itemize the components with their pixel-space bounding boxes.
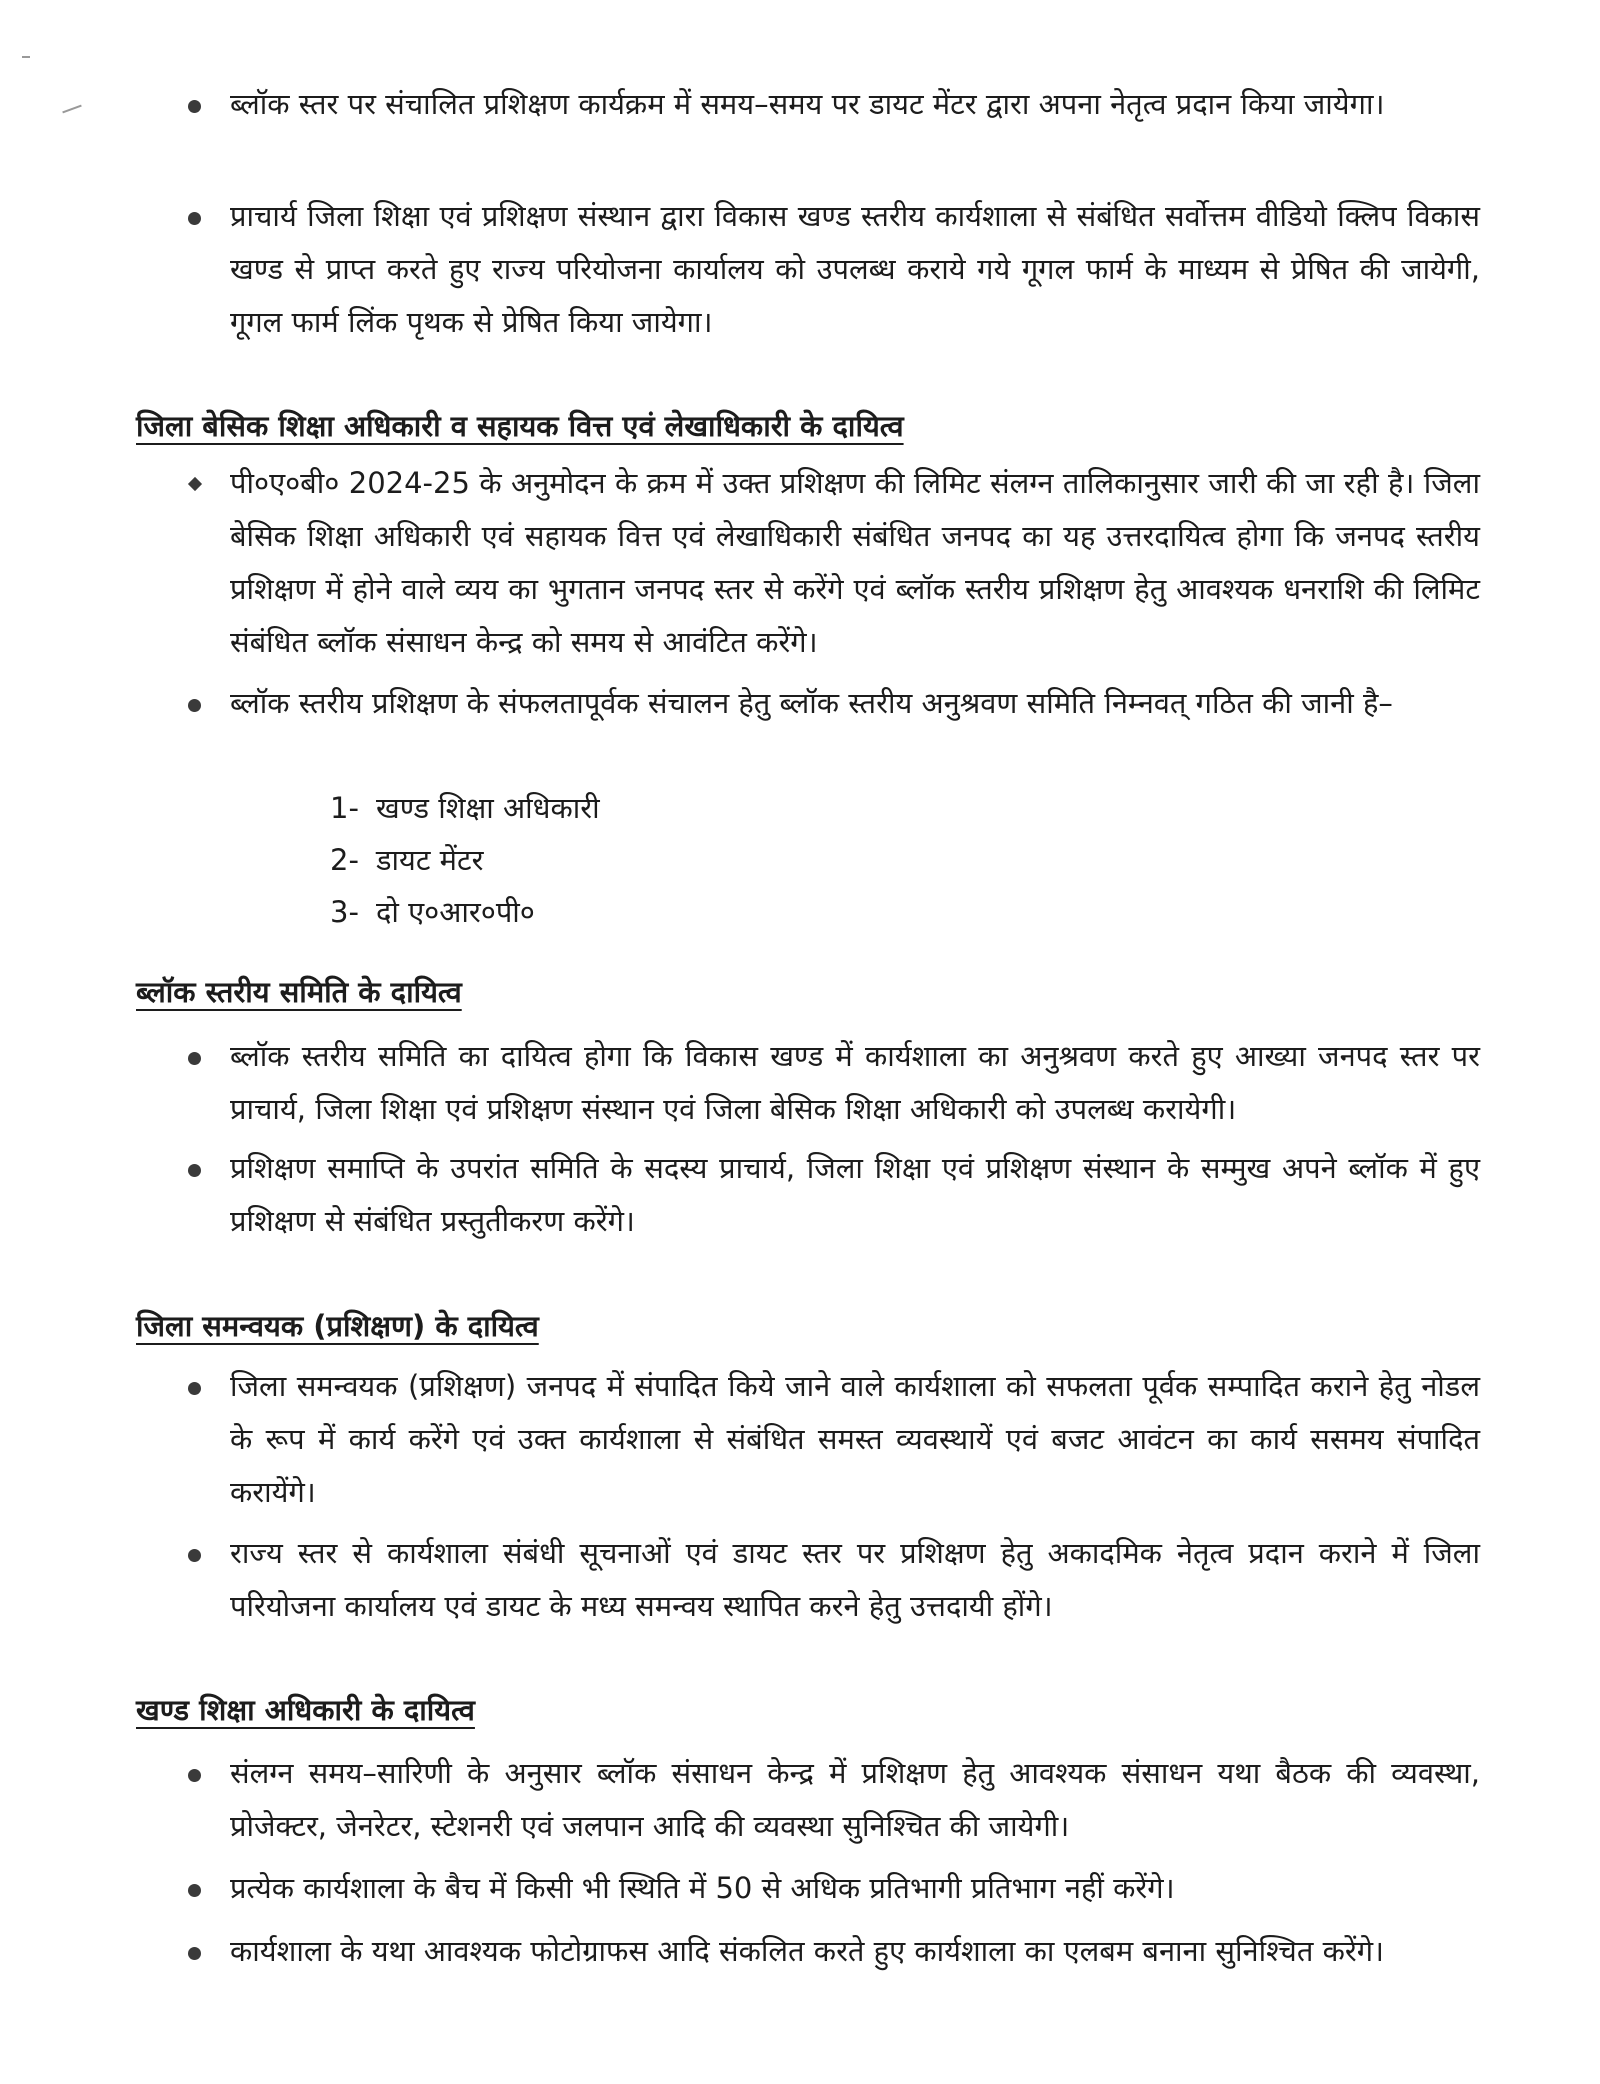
list-item-text: पी०ए०बी० 2024-25 के अनुमोदन के क्रम में उक्त प्रशिक्षण की लिमिट संलग्न तालिकानुसार जारी की जा रही है। जिला बेसिक शिक्षा अधिकारी एवं सहायक वित्त एवं लेखाधिकारी संबंधित जनपद का यह उत्तरदायित्व होगा कि जनपद स्तरीय प्रशिक्षण में होने वाले व्यय का भुगतान जनपद स्तर से करेंगे एवं ब्लॉक स्तरीय प्रशिक्षण हेतु आवश्यक धनराशि की लिमिट संबंधित ब्लॉक संसाधन केन्द्र को समय से आवंटित करेंगे।: [230, 466, 1480, 659]
list-item-text: संलग्न समय–सारिणी के अनुसार ब्लॉक संसाधन केन्द्र में प्रशिक्षण हेतु आवश्यक संसाधन यथा बैठक की व्यवस्था, प्रोजेक्टर, जेनरेटर, स्टेशनरी एवं जलपान आदि की व्यवस्था सुनिश्चित की जायेगी।: [230, 1756, 1480, 1843]
list-item-text: प्राचार्य जिला शिक्षा एवं प्रशिक्षण संस्थान द्वारा विकास खण्ड स्तरीय कार्यशाला से संबंधित सर्वोत्तम वीडियो क्लिप विकास खण्ड से प्राप्त करते हुए राज्य परियोजना कार्यालय को उपलब्ध कराये गये गूगल फार्म के माध्यम से प्रेषित की जायेगी, गूगल फार्म लिंक पृथक से प्रेषित किया जायेगा।: [230, 199, 1480, 339]
bullet-icon: [188, 1052, 201, 1065]
list-item-text: ब्लॉक स्तरीय प्रशिक्षण के संफलतापूर्वक संचालन हेतु ब्लॉक स्तरीय अनुश्रवण समिति निम्नवत् गठित की जानी है–: [230, 686, 1393, 720]
committee-member-number: 2-: [330, 843, 359, 877]
bullet-icon: [188, 100, 201, 113]
committee-member-label: डायट मेंटर: [376, 843, 484, 877]
committee-member-number: 1-: [330, 791, 359, 825]
list-item-text: राज्य स्तर से कार्यशाला संबंधी सूचनाओं एवं डायट स्तर पर प्रशिक्षण हेतु अकादमिक नेतृत्व प्रदान कराने में जिला परियोजना कार्यालय एवं डायट के मध्य समन्वय स्थापित करने हेतु उत्तदायी होंगे।: [230, 1536, 1480, 1623]
committee-member: [330, 892, 535, 932]
list-item-text: प्रशिक्षण समाप्ति के उपरांत समिति के सदस्य प्राचार्य, जिला शिक्षा एवं प्रशिक्षण संस्थान के सम्मुख अपने ब्लॉक में हुए प्रशिक्षण से संबंधित प्रस्तुतीकरण करेंगे।: [230, 1151, 1480, 1238]
section-heading-district-coordinator: जिला समन्वयक (प्रशिक्षण) के दायित्व: [136, 1309, 539, 1343]
scan-speck: [22, 56, 30, 58]
list-item-text: ब्लॉक स्तर पर संचालित प्रशिक्षण कार्यक्रम में समय–समय पर डायट मेंटर द्वारा अपना नेतृत्व प्रदान किया जायेगा।: [230, 87, 1385, 121]
committee-member: [330, 788, 600, 828]
bullet-icon: [188, 1549, 201, 1562]
bullet-icon: [188, 1947, 201, 1960]
section-heading-block-committee: ब्लॉक स्तरीय समिति के दायित्व: [136, 975, 462, 1009]
committee-member-label: खण्ड शिक्षा अधिकारी: [376, 791, 600, 825]
section-heading-bsa: जिला बेसिक शिक्षा अधिकारी व सहायक वित्त एवं लेखाधिकारी के दायित्व: [136, 409, 904, 443]
list-item-text: प्रत्येक कार्यशाला के बैच में किसी भी स्थिति में 50 से अधिक प्रतिभागी प्रतिभाग नहीं करेंगे।: [230, 1871, 1175, 1905]
list-item-text: जिला समन्वयक (प्रशिक्षण) जनपद में संपादित किये जाने वाले कार्यशाला को सफलता पूर्वक सम्पादित कराने हेतु नोडल के रूप में कार्य करेंगे एवं उक्त कार्यशाला से संबंधित समस्त व्यवस्थायें एवं बजट आवंटन का कार्य ससमय संपादित करायेंगे।: [230, 1369, 1480, 1509]
committee-member-label: दो ए०आर०पी०: [376, 895, 535, 929]
bullet-icon: [188, 1884, 201, 1897]
committee-member: [330, 840, 484, 880]
bullet-icon: [188, 1382, 201, 1395]
bullet-icon: [188, 699, 201, 712]
bullet-icon: [188, 1769, 201, 1782]
section-heading-beo: खण्ड शिक्षा अधिकारी के दायित्व: [136, 1693, 475, 1727]
scan-speck: [62, 105, 81, 114]
list-item-text: ब्लॉक स्तरीय समिति का दायित्व होगा कि विकास खण्ड में कार्यशाला का अनुश्रवण करते हुए आख्या जनपद स्तर पर प्राचार्य, जिला शिक्षा एवं प्रशिक्षण संस्थान एवं जिला बेसिक शिक्षा अधिकारी को उपलब्ध करायेगी।: [230, 1039, 1480, 1126]
list-item-text: कार्यशाला के यथा आवश्यक फोटोग्राफस आदि संकलित करते हुए कार्यशाला का एलबम बनाना सुनिश्चित करेंगे।: [230, 1934, 1385, 1968]
bullet-icon: [188, 212, 201, 225]
bullet-icon: [188, 1164, 201, 1177]
committee-member-number: 3-: [330, 895, 359, 929]
diamond-bullet-icon: [188, 477, 202, 491]
